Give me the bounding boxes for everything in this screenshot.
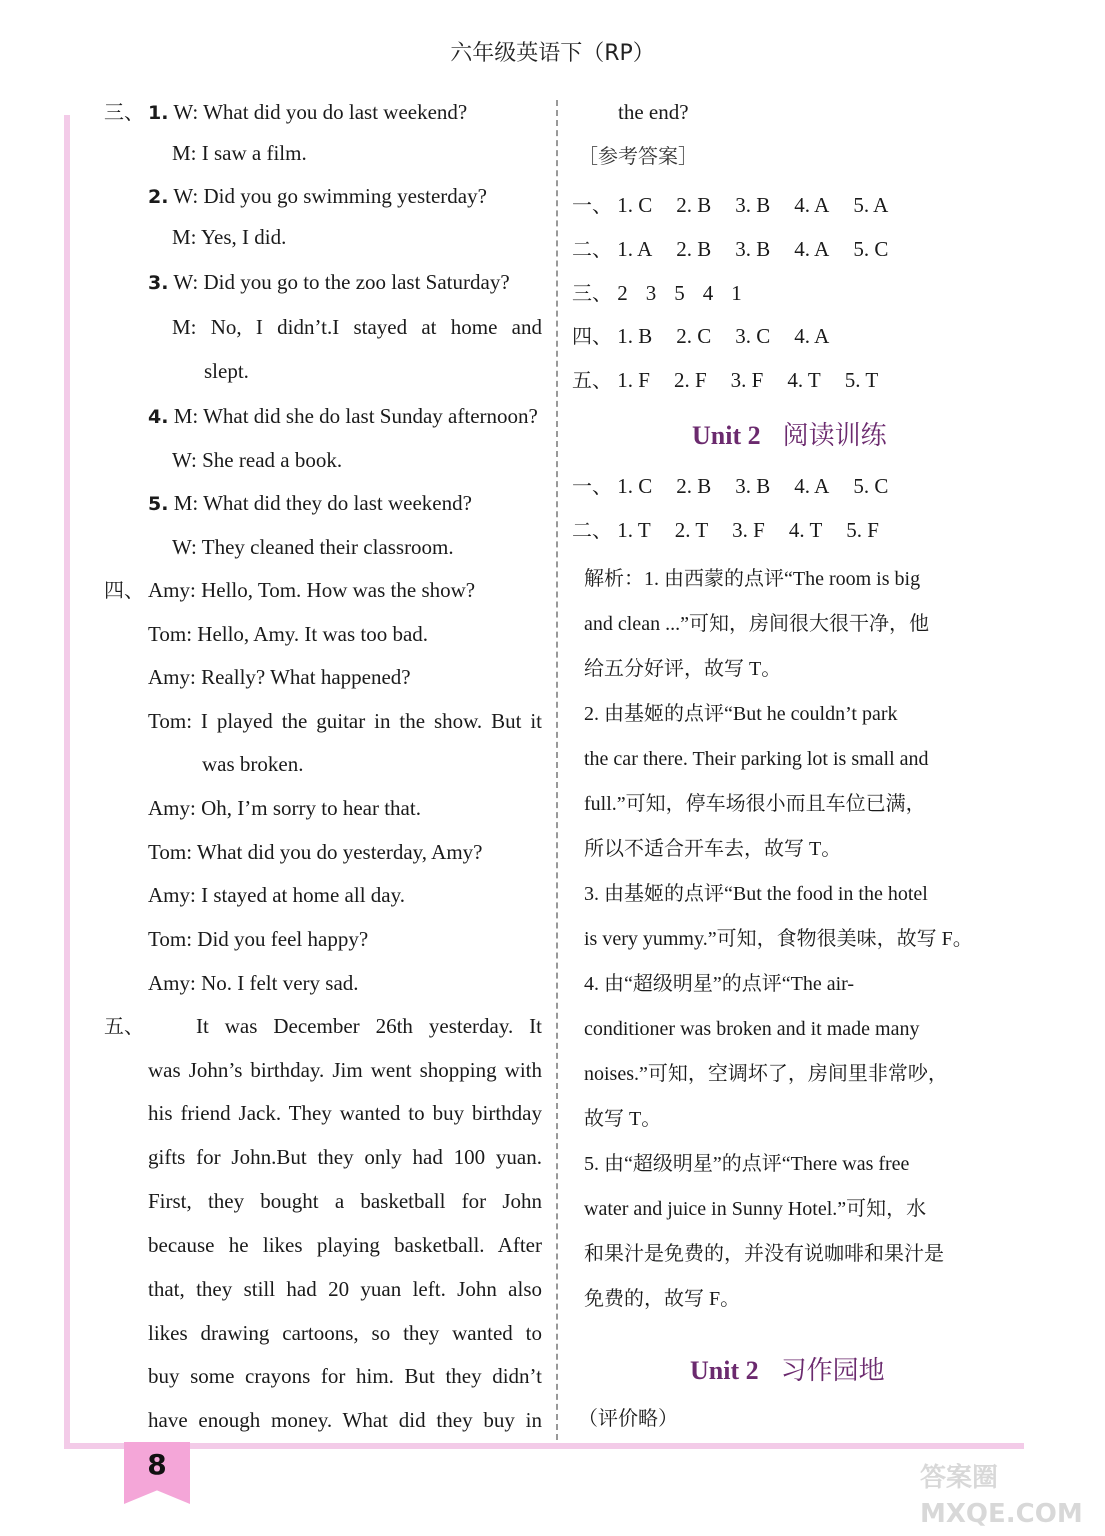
answer-item: 4. T <box>788 518 823 542</box>
analysis-line: water and juice in Sunny Hotel.”可知，水 <box>584 1198 927 1220</box>
page-number: 8 <box>147 1448 167 1481</box>
answer-item: 4. A <box>794 237 830 261</box>
passage-line: likes drawing cartoons, so they wanted to <box>148 1321 542 1345</box>
analysis-line: 解析：1. 由西蒙的点评“The room is big <box>584 568 921 590</box>
row-label: 四、 <box>572 324 612 348</box>
listening-item-5 <box>148 490 472 517</box>
passage-continuation: the end? <box>618 100 689 124</box>
answer-item: 4. A <box>794 193 830 217</box>
passage-line: buy some crayons for him. But they didn’t <box>148 1364 542 1388</box>
answer-item: 2. B <box>676 237 712 261</box>
evaluation-note: （评价略） <box>578 1406 678 1430</box>
passage-line: that, they still had 20 yuan left. John also <box>148 1277 542 1301</box>
answer-item: 2. B <box>676 193 712 217</box>
heading-title: 阅读训练 <box>782 421 887 451</box>
answer-item: 3. C <box>735 324 771 348</box>
analysis-line: the car there. Their parking lot is small and <box>584 748 929 770</box>
answer-item: 5. F <box>846 518 879 542</box>
answer-item: 1. F <box>617 368 650 392</box>
passage-line: was John’s birthday. Jim went shopping with <box>148 1058 542 1082</box>
analysis-line: 所以不适合开车去，故写 T。 <box>584 838 842 860</box>
answer-item: 1. B <box>617 324 653 348</box>
dialogue-line: Amy: No. I felt very sad. <box>148 971 359 995</box>
answer-row <box>572 233 912 262</box>
question-line: M: What did she do last Sunday afternoon? <box>173 404 538 428</box>
answer-line: W: They cleaned their classroom. <box>172 535 454 559</box>
question-line: W: Did you go swimming yesterday? <box>173 184 487 208</box>
answer-line-cont: slept. <box>204 359 249 383</box>
analysis-line: noises.”可知，空调坏了，房间里非常吵， <box>584 1063 948 1085</box>
answer-row <box>572 514 903 543</box>
row-label: 三、 <box>572 281 612 305</box>
analysis-line: 故写 T。 <box>584 1108 662 1130</box>
column-divider <box>556 100 558 1440</box>
passage-line: It was December 26th yesterday. It <box>196 1014 542 1038</box>
analysis-line: 给五分好评，故写 T。 <box>584 658 782 680</box>
answer-item: 3. F <box>730 368 764 392</box>
dialogue-line: Amy: Oh, I’m sorry to hear that. <box>148 796 421 820</box>
row-label: 五、 <box>572 368 612 392</box>
analysis-line: 5. 由“超级明星”的点评“There was free <box>584 1153 910 1175</box>
analysis-line: 4. 由“超级明星”的点评“The air- <box>584 973 855 995</box>
analysis-line: and clean ...”可知，房间很大很干净，他 <box>584 613 929 635</box>
row-label: 二、 <box>572 237 612 261</box>
answer-item: 2. F <box>673 368 707 392</box>
item-number: 2. <box>148 186 169 208</box>
listening-item-2 <box>148 183 487 210</box>
bottom-margin-stripe <box>64 1443 1024 1449</box>
reference-answer-label: ［参考答案］ <box>578 144 698 168</box>
dialogue-line: Tom: I played the guitar in the show. But it <box>148 709 542 733</box>
answer-item: 3. B <box>735 193 771 217</box>
section-label-5: 五、 <box>104 1014 144 1038</box>
answer-row <box>572 189 912 218</box>
passage-line: his friend Jack. They wanted to buy birthday <box>148 1101 542 1125</box>
page-header: 六年级英语下（RP） <box>450 41 655 66</box>
dialogue-line: Tom: What did you do yesterday, Amy? <box>148 840 483 864</box>
answer-item: 3. B <box>735 474 771 498</box>
answer-item: 2. B <box>676 474 712 498</box>
dialogue-line: Amy: Really? What happened? <box>148 665 411 689</box>
question-line: M: What did they do last weekend? <box>173 491 472 515</box>
row-label: 二、 <box>572 518 612 542</box>
analysis-line: full.”可知，停车场很小而且车位已满， <box>584 793 926 815</box>
answer-item: 4 <box>702 281 714 305</box>
analysis-line: conditioner was broken and it made many <box>584 1018 920 1040</box>
answer-item: 4. A <box>794 474 830 498</box>
answer-item: 3 <box>645 281 657 305</box>
heading-unit: Unit 2 <box>690 1356 759 1385</box>
item-number: 5. <box>148 493 169 515</box>
section-heading-writing <box>690 1350 885 1387</box>
analysis-line: 2. 由基姬的点评“But he couldn’t park <box>584 703 898 725</box>
question-line: W: What did you do last weekend? <box>173 100 468 124</box>
analysis-line: 3. 由基姬的点评“But the food in the hotel <box>584 883 928 905</box>
section-heading-reading <box>692 415 887 452</box>
answer-item: 1. C <box>617 474 653 498</box>
answer-line: M: Yes, I did. <box>172 225 287 249</box>
answer-item: 5. A <box>853 193 889 217</box>
answer-row <box>572 470 912 499</box>
answer-item: 3. F <box>732 518 765 542</box>
watermark-logo: 答案圈 MXQE.COM <box>920 1463 1083 1529</box>
answer-item: 4. A <box>794 324 830 348</box>
passage-line: gifts for John.But they only had 100 yuan. <box>148 1145 542 1169</box>
listening-item-3 <box>148 269 510 296</box>
section-label-3: 三、 <box>104 100 144 124</box>
answer-row <box>572 277 766 306</box>
answer-item: 3. B <box>735 237 771 261</box>
answer-item: 5. C <box>853 474 889 498</box>
answer-line: M: I saw a film. <box>172 141 307 165</box>
row-label: 一、 <box>572 193 612 217</box>
row-label: 一、 <box>572 474 612 498</box>
heading-title: 习作园地 <box>780 1356 885 1386</box>
answer-item: 5. T <box>844 368 879 392</box>
answer-item: 1 <box>731 281 742 305</box>
left-margin-stripe <box>64 115 70 1445</box>
section-label-4: 四、 <box>104 578 144 602</box>
dialogue-line: Amy: I stayed at home all day. <box>148 883 405 907</box>
answer-item: 1. C <box>617 193 653 217</box>
dialogue-line-cont: was broken. <box>202 752 304 776</box>
dialogue-line: Tom: Hello, Amy. It was too bad. <box>148 622 429 646</box>
listening-item-1 <box>148 99 467 126</box>
answer-row <box>572 364 902 393</box>
heading-unit: Unit 2 <box>692 421 761 450</box>
answer-item: 4. T <box>787 368 821 392</box>
item-number: 1. <box>148 102 169 124</box>
answer-item: 2. C <box>676 324 712 348</box>
item-number: 4. <box>148 406 169 428</box>
analysis-line: is very yummy.”可知，食物很美味，故写 F。 <box>584 928 973 950</box>
item-number: 3. <box>148 272 169 294</box>
answer-item: 2 <box>617 281 628 305</box>
passage-line: First, they bought a basketball for John <box>148 1189 542 1213</box>
answer-row <box>572 320 853 349</box>
dialogue-line: Tom: Did you feel happy? <box>148 927 369 951</box>
answer-line: M: No, I didn’t.I stayed at home and <box>172 315 542 339</box>
passage-line: because he likes playing basketball. After <box>148 1233 542 1257</box>
analysis-line: 和果汁是免费的，并没有说咖啡和果汁是 <box>584 1243 944 1265</box>
answer-item: 1. T <box>617 518 651 542</box>
answer-line: W: She read a book. <box>172 448 343 472</box>
answer-item: 5 <box>674 281 685 305</box>
dialogue-line: Amy: Hello, Tom. How was the show? <box>148 578 476 602</box>
answer-item: 2. T <box>674 518 709 542</box>
answer-item: 5. C <box>853 237 889 261</box>
answer-item: 1. A <box>617 237 653 261</box>
question-line: W: Did you go to the zoo last Saturday? <box>173 270 510 294</box>
listening-item-4 <box>148 403 538 430</box>
passage-line: have enough money. What did they buy in <box>148 1408 542 1432</box>
analysis-line: 免费的，故写 F。 <box>584 1288 741 1310</box>
